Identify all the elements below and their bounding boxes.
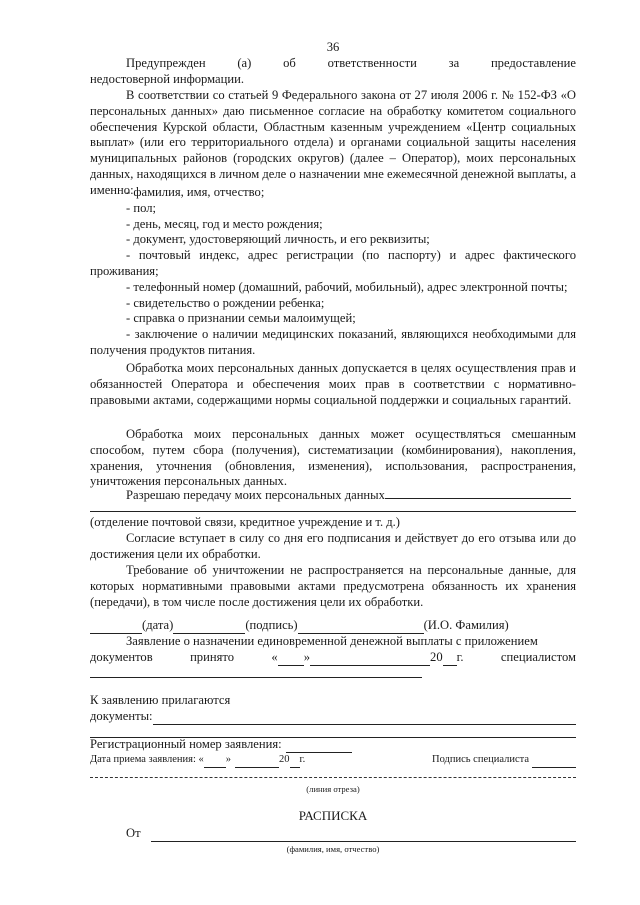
accepted-year-prefix: 20: [430, 649, 443, 664]
data-item: - свидетельство о рождении ребенка;: [126, 295, 325, 310]
data-item: - документ, удостоверяющий личность, и его реквизиты;: [126, 232, 430, 247]
accepted-word: принято: [190, 649, 235, 664]
specialist-signature-field[interactable]: [532, 757, 576, 768]
registration-block: [90, 737, 576, 753]
receipt-year-prefix: 20: [279, 754, 290, 765]
receipt-from-block: [90, 826, 576, 842]
warning-word: ответственности: [327, 56, 417, 70]
warning-line-1: [90, 56, 576, 72]
processing-purpose: Обработка моих персональных данных допускается в целях осуществления прав и обязанностей Оператора и обеспечения моих прав в соответствии с нормативно-правовыми актами, содержащими нормы социальной поддержки и социальных гарантий.: [90, 361, 576, 407]
specialist-signature-label: Подпись специалиста: [431, 754, 529, 765]
cut-line: [90, 777, 576, 778]
receipt-from-label: От: [126, 826, 141, 840]
warning-word: Предупрежден: [126, 56, 206, 70]
application-accepted-block: [90, 634, 576, 666]
accepted-day-field[interactable]: [278, 653, 304, 666]
receipt-year-field[interactable]: [290, 757, 300, 768]
attached-block: [90, 693, 576, 725]
date-field-2[interactable]: [173, 621, 245, 634]
date-field[interactable]: [90, 621, 142, 634]
date-label: (дата): [142, 618, 174, 632]
data-item: - пол;: [126, 200, 156, 215]
name-field[interactable]: [298, 621, 424, 634]
receipt-date-block: [90, 752, 576, 768]
receipt-day-field[interactable]: [204, 757, 226, 768]
application-accepted-text: Заявление о назначении единовременной денежной выплаты с приложением: [126, 634, 538, 648]
accepted-word: документов: [90, 649, 153, 664]
cut-line-label: (линия отреза): [306, 784, 360, 794]
accepted-year-field[interactable]: [443, 653, 457, 666]
processing-methods: Обработка моих персональных данных может осуществляться смешанным способом, путем сбора (получения), систематизации (комбинирования), накопления, хранения, уточнения (обновления, изменения), использования, распространения, уничтожения персональных данных.: [90, 427, 576, 489]
registration-number-field[interactable]: [286, 740, 352, 753]
warning-word: предоставление: [490, 56, 576, 70]
receipt-date-label: Дата приема заявления: «: [90, 754, 204, 765]
purpose-block: [90, 361, 576, 408]
warning-word: (а): [237, 56, 252, 70]
specialist-name-line[interactable]: [90, 677, 422, 678]
destruction-block: [90, 563, 576, 610]
transfer-hint: (отделение почтовой связи, кредитное учреждение и т. д.): [90, 515, 400, 529]
receipt-from-hint: (фамилия, имя, отчество): [286, 844, 380, 854]
data-item: - фамилия, имя, отчество;: [126, 185, 265, 199]
receipt-year-suffix: г.: [299, 754, 306, 765]
signature-row: [90, 618, 576, 634]
consent-block: [90, 88, 576, 199]
transfer-extra-line[interactable]: [90, 511, 576, 512]
data-item: - заключение о наличии медицинских показаний, являющихся необходимыми для получения продуктов питания.: [90, 327, 576, 357]
application-accepted-line-2: [90, 650, 576, 666]
accepted-word: специалистом: [500, 649, 576, 664]
transfer-recipient-field[interactable]: [385, 486, 571, 499]
accepted-quote-close: »: [303, 649, 311, 664]
receipt-from-field[interactable]: [151, 829, 576, 842]
warning-block: [90, 56, 576, 88]
consent-intro: В соответствии со статьей 9 Федерального закона от 27 июля 2006 г. № 152-ФЗ «О персональных данных» даю письменное согласие на обработку комитетом социального обеспечения Курской области, Областным казенным учреждением «Центр социальных выплат» (или его территориального отдела) и органами социальной защиты населения муниципальных районов (городских округов) (далее – Оператор), моих персональных данных, находящихся в личном деле о назначении мне ежемесячной денежной выплаты, а именно:: [90, 88, 576, 197]
name-label: (И.О. Фамилия): [423, 618, 509, 632]
transfer-permission: Разрешаю передачу моих персональных данных: [126, 488, 385, 502]
attached-label: документы:: [90, 708, 153, 723]
transfer-hint-block: [90, 515, 576, 531]
signature-label: (подпись): [245, 618, 298, 632]
transfer-block: [90, 486, 576, 504]
validity-text: Согласие вступает в силу со дня его подписания и действует до его отзыва или до достижения цели их обработки.: [90, 531, 576, 561]
accepted-quote-open: «: [271, 649, 278, 664]
methods-block: [90, 427, 576, 490]
validity-block: [90, 531, 576, 563]
warning-line-2: недостоверной информации.: [90, 71, 244, 86]
attached-documents-field[interactable]: [153, 712, 576, 725]
data-item: - справка о признании семьи малоимущей;: [126, 311, 356, 326]
receipt-title: РАСПИСКА: [298, 808, 368, 823]
accepted-month-field[interactable]: [310, 653, 430, 666]
destruction-text: Требование об уничтожении не распространяется на персональные данные, для которых нормативными правовыми актами предусмотрена обязанность их хранения (передачи), в том числе после достижения цели их обработки.: [90, 563, 576, 609]
attached-line-1: К заявлению прилагаются: [90, 693, 231, 707]
page-number: 36: [326, 40, 340, 54]
registration-label: Регистрационный номер заявления:: [90, 737, 282, 751]
warning-word: об: [283, 56, 296, 70]
receipt-date-mid: »: [225, 754, 232, 765]
accepted-year-suffix: г.: [456, 649, 464, 664]
data-item: - день, месяц, год и место рождения;: [126, 216, 323, 231]
data-items-list: [90, 185, 576, 359]
receipt-month-field[interactable]: [235, 757, 279, 768]
transfer-line: [90, 486, 576, 504]
data-item: - почтовый индекс, адрес регистрации (по паспорту) и адрес фактического проживания;: [90, 248, 576, 278]
warning-word: за: [448, 56, 460, 70]
data-item: - телефонный номер (домашний, рабочий, мобильный), адрес электронной почты;: [126, 279, 568, 294]
